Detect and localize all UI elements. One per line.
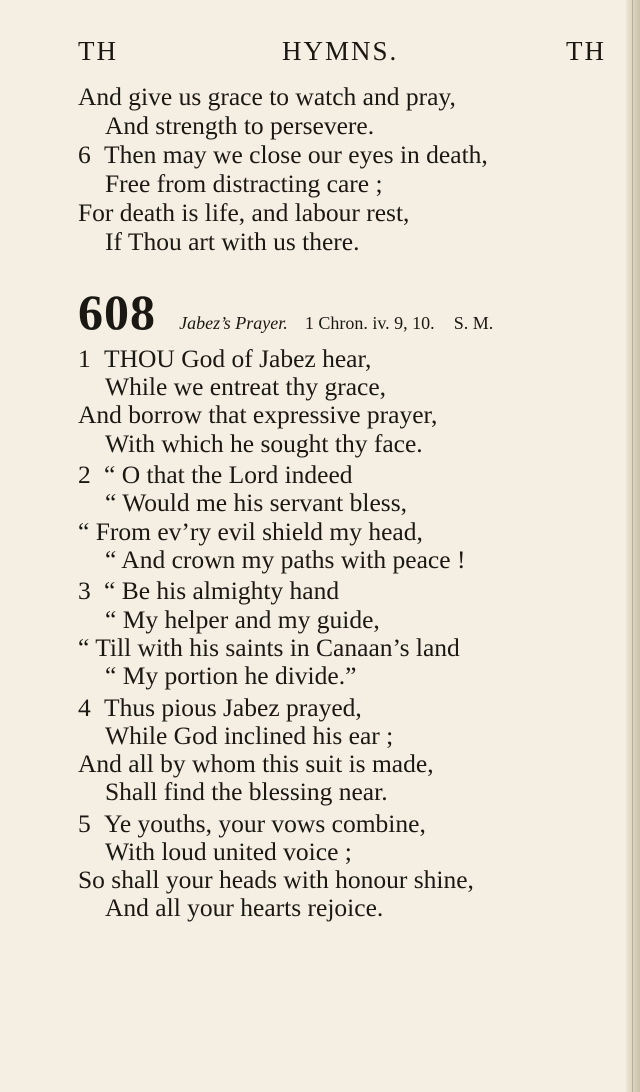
running-head-right: TH — [566, 36, 606, 66]
verse-line — [105, 779, 388, 805]
verse-text: With which he sought thy face. — [105, 428, 423, 458]
running-head-title: HYMNS. — [282, 36, 399, 66]
verse-line — [105, 171, 383, 197]
verse-text: THOU God of Jabez hear, — [104, 344, 372, 373]
page-edge — [626, 0, 640, 1092]
verse-line — [78, 867, 474, 893]
verse-text: Shall find the blessing near. — [105, 777, 388, 807]
verse-text: If Thou art with us there. — [105, 227, 360, 256]
verse-line — [105, 428, 423, 458]
verse-line — [105, 544, 466, 574]
verse-text: While God inclined his ear ; — [105, 720, 394, 750]
verse-line — [105, 839, 352, 865]
verse-text: Then may we close our eyes in death, — [104, 140, 488, 169]
verse-text: “ Would me his servant bless, — [105, 488, 408, 518]
page-edge-line — [632, 0, 633, 1092]
verse-text: And give us grace to watch and pray, — [78, 82, 456, 111]
verse-line — [78, 751, 434, 777]
verse-text: So shall your heads with honour shine, — [78, 865, 474, 895]
verse-line — [78, 462, 353, 488]
verse-number: 4 — [78, 692, 91, 722]
verse-text: And strength to persevere. — [105, 111, 375, 140]
scripture-reference: 1 Chron. iv. 9, 10. — [304, 313, 435, 333]
verse-text: With loud united voice ; — [105, 837, 352, 866]
verse-text: Ye youths, your vows combine, — [104, 808, 426, 838]
verse-line — [105, 113, 374, 139]
verse-line — [105, 490, 407, 516]
verse-text: And all by whom this suit is made, — [78, 749, 434, 778]
verse-line — [78, 516, 423, 546]
verse-number: 5 — [78, 808, 91, 838]
verse-line — [78, 200, 409, 226]
verse-line — [78, 402, 437, 428]
verse-line — [78, 632, 460, 662]
verse-number: 1 — [78, 344, 91, 373]
verse-text: And borrow that expressive prayer, — [78, 400, 438, 430]
verse-text: Thus pious Jabez prayed, — [104, 692, 362, 722]
verse-line — [78, 84, 456, 110]
verse-text: “ Be his almighty hand — [104, 576, 340, 606]
verse-line — [78, 578, 339, 604]
verse-line — [105, 895, 383, 921]
verse-line — [105, 374, 386, 400]
verse-line — [78, 808, 426, 838]
verse-line — [105, 604, 380, 634]
verse-line — [105, 663, 356, 689]
verse-line — [105, 229, 359, 255]
verse-text: “ O that the Lord indeed — [104, 460, 353, 490]
verse-text: And all your hearts rejoice. — [105, 893, 384, 923]
verse-number: 2 — [78, 460, 91, 490]
verse-text: “ From ev’ry evil shield my head, — [78, 516, 423, 546]
verse-line — [78, 142, 488, 168]
verse-text: “ And crown my paths with peace ! — [105, 544, 466, 574]
verse-line — [105, 720, 394, 750]
hymn-subtitle: Jabez’s Prayer. — [179, 313, 288, 333]
verse-line — [78, 346, 371, 372]
verse-text: Free from distracting care ; — [105, 169, 383, 198]
verse-text: “ Till with his saints in Canaan’s land — [78, 632, 460, 662]
hymn-meter: S. M. — [453, 313, 494, 333]
verse-text: For death is life, and labour rest, — [78, 198, 410, 227]
verse-text: While we entreat thy grace, — [105, 372, 387, 402]
verse-text: “ My helper and my guide, — [105, 604, 380, 634]
hymn-heading — [78, 283, 493, 341]
running-head-left: TH — [78, 36, 118, 66]
verse-text: “ My portion he divide.” — [105, 661, 357, 690]
verse-line — [78, 692, 362, 722]
verse-number: 3 — [78, 576, 91, 606]
verse-number: 6 — [78, 140, 91, 169]
hymn-number: 608 — [78, 284, 156, 340]
